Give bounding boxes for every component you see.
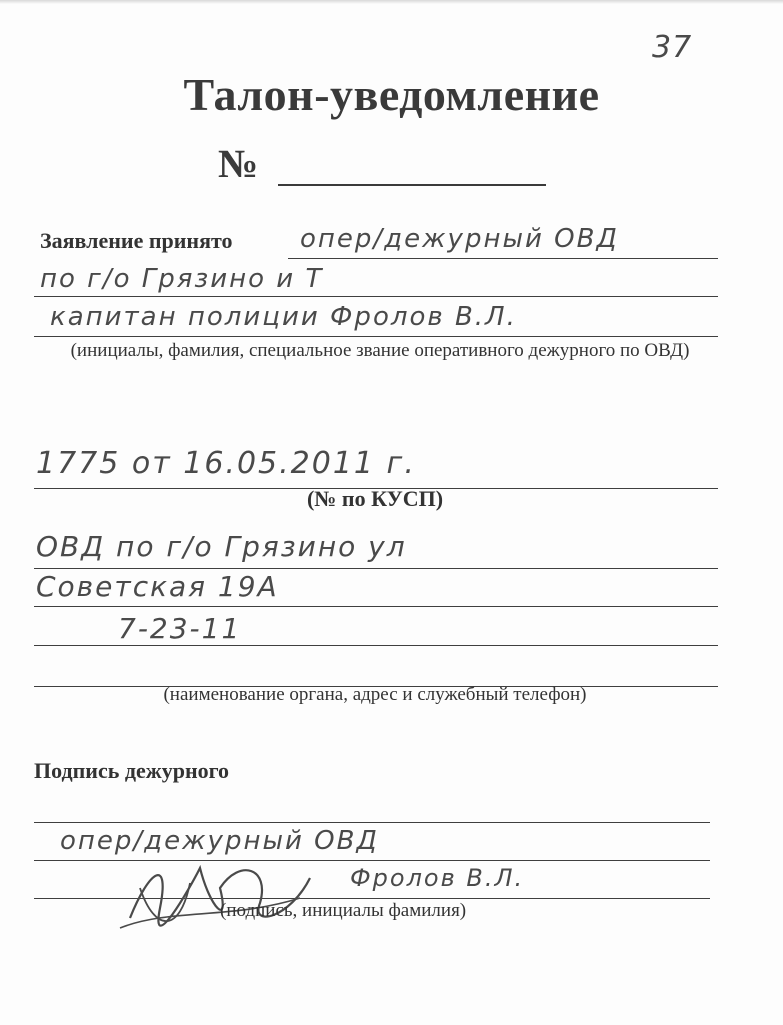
organ-caption: (наименование органа, адрес и служебный телефон) [163,684,587,705]
received-by-label: Заявление принято [40,228,233,253]
received-by-handwriting-line-2: по г/о Грязино и Т [40,264,324,294]
organ-handwriting-line-3: 7-23-11 [118,612,242,645]
kusp-handwriting: 1775 от 16.05.2011 г. [36,446,416,481]
received-by-caption: (инициалы, фамилия, специальное звание оперативного дежурного по ОВД) [70,340,690,361]
page-number: 37 [652,30,693,65]
document-title: Талон-уведомление [183,69,600,120]
received-by-rule-1 [288,258,718,259]
scan-edge-shadow [0,0,783,4]
number-sign-label: № [218,141,259,186]
received-by-rule-2 [34,296,718,297]
signature-handwriting-line-2: Фролов В.Л. [350,864,525,892]
received-by-handwriting-line-3: капитан полиции Фролов В.Л. [50,302,517,332]
signature-scribble [110,848,340,938]
signature-handwriting-line-1: опер/дежурный ОВД [60,826,379,856]
organ-rule-3 [34,645,718,646]
organ-handwriting-line-2: Советская 19А [36,570,279,603]
organ-handwriting-line-1: ОВД по г/о Грязино ул [36,530,407,563]
signature-label: Подпись дежурного [34,758,230,783]
organ-rule-1 [34,568,718,569]
received-by-rule-3 [34,336,718,337]
received-by-handwriting-line-1: опер/дежурный ОВД [300,224,619,254]
kusp-caption: (№ по КУСП) [306,486,444,511]
signature-caption: (подпись, инициалы фамилия) [220,900,467,921]
signature-rule-1 [34,822,710,823]
number-blank-line [278,184,546,186]
organ-rule-2 [34,606,718,607]
